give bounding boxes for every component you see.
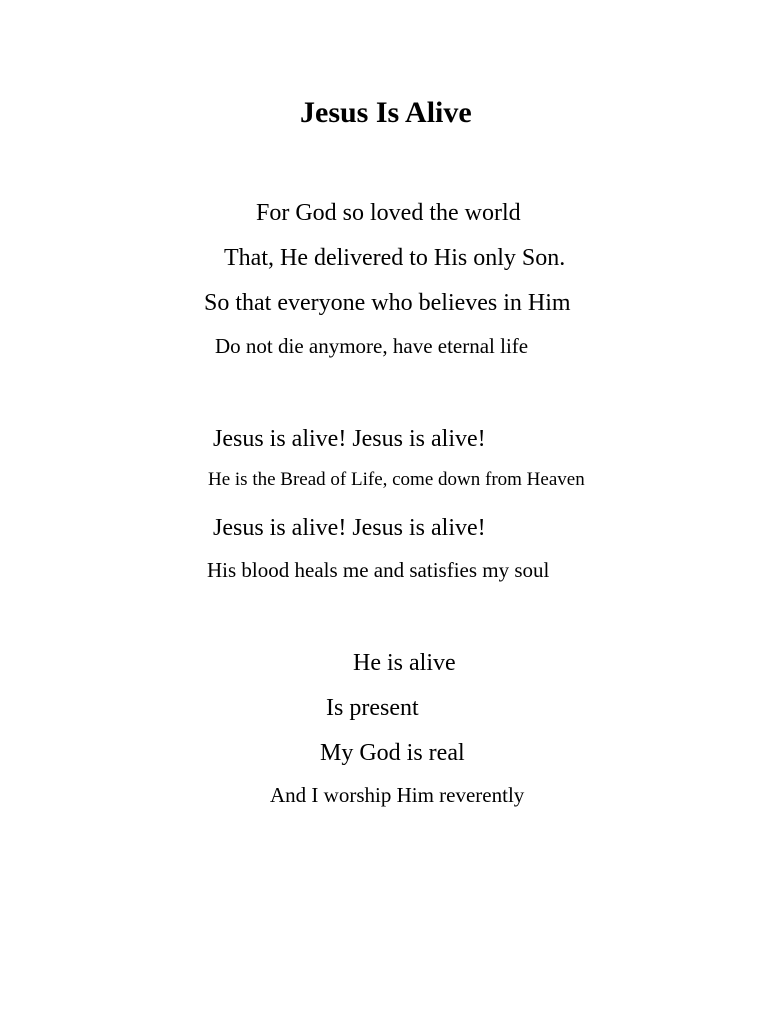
stanza-3-line-2: Is present	[326, 695, 419, 721]
stanza-1-line-4: Do not die anymore, have eternal life	[215, 334, 529, 358]
stanza-3-line-3: My God is real	[320, 740, 465, 766]
page-title: Jesus Is Alive	[300, 96, 472, 129]
stanza-2-line-2: He is the Bread of Life, come down from Heaven	[208, 469, 585, 490]
stanza-1-line-3: So that everyone who believes in Him	[204, 290, 571, 316]
stanza-1-line-2: That, He delivered to His only Son.	[224, 245, 566, 271]
stanza-2-line-4: His blood heals me and satisfies my soul	[207, 558, 550, 582]
stanza-2-line-3: Jesus is alive! Jesus is alive!	[213, 515, 486, 541]
stanza-1-line-1: For God so loved the world	[256, 200, 521, 226]
stanza-2-line-1: Jesus is alive! Jesus is alive!	[213, 426, 486, 452]
stanza-3-line-4: And I worship Him reverently	[270, 783, 525, 807]
stanza-3-line-1: He is alive	[353, 650, 456, 676]
